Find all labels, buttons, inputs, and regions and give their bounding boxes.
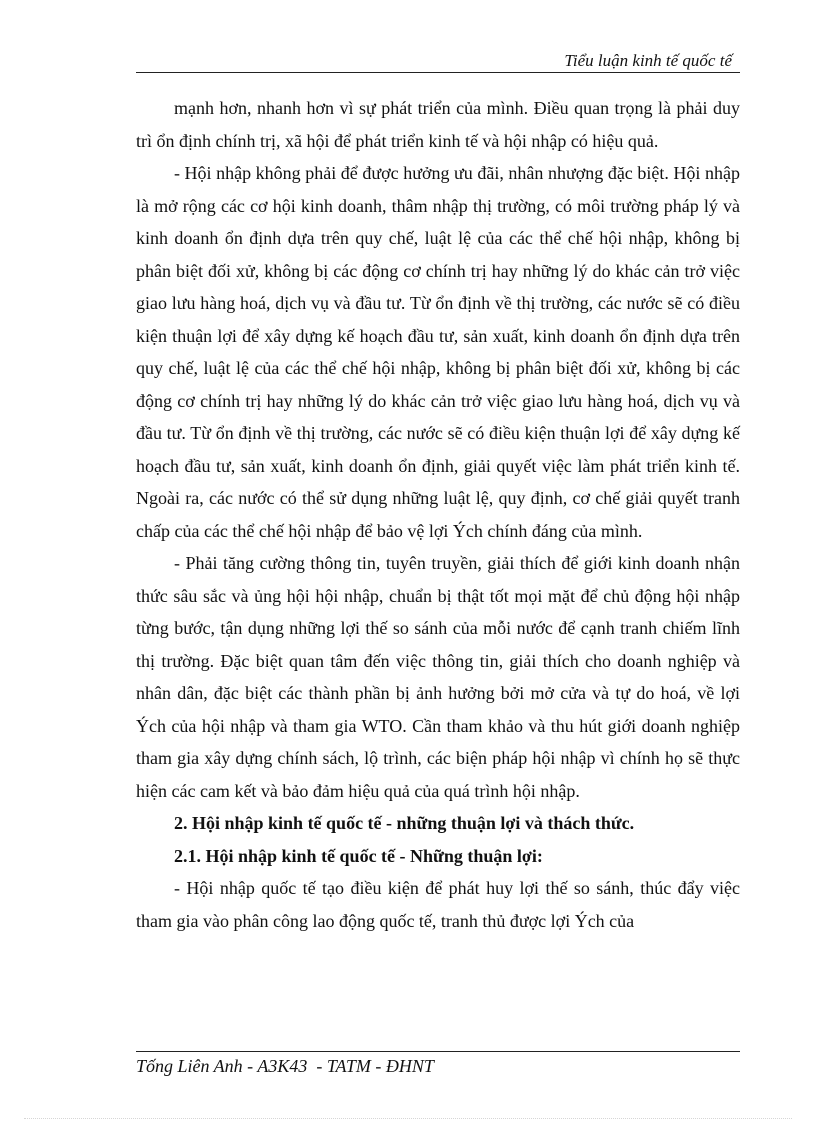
paragraph: - Hội nhập không phải để được hưởng ưu đãi, nhân nhượng đặc biệt. Hội nhập là mở rộng các cơ hội kinh doanh, thâm nhập thị trường, có môi trường pháp lý và kinh doanh ổn định dựa trên quy chế, luật lệ của các thể chế hội nhập, không bị phân biệt đối xử, không bị các động cơ chính trị hay những lý do khác cản trở việc giao lưu hàng hoá, dịch vụ và đầu tư. Từ ổn định về thị trường, các nước sẽ có điều kiện thuận lợi để xây dựng kế hoạch đầu tư, sản xuất, kinh doanh ổn định dựa trên quy chế, luật lệ của các thể chế hội nhập, không bị phân biệt đối xử, không bị các động cơ chính trị hay những lý do khác cản trở việc giao lưu hàng hoá, dịch vụ và đầu tư. Từ ổn định về thị trường, các nước sẽ có điều kiện thuận lợi để xây dựng kế hoạch đầu tư, sản xuất, kinh doanh ổn định, giải quyết việc làm phát triển kinh tế. Ngoài ra, các nước có thể sử dụng những luật lệ, quy định, cơ chế giải quyết tranh chấp của các thể chế hội nhập để bảo vệ lợi Ých chính đáng của mình. bbox=[136, 163, 740, 541]
page-footer bbox=[136, 1051, 740, 1076]
header-title: Tiểu luận kinh tế quốc tế bbox=[564, 51, 732, 70]
paragraph: - Phải tăng cường thông tin, tuyên truyền, giải thích để giới kinh doanh nhận thức sâu sắc và ủng hội hội nhập, chuẩn bị thật tốt mọi mặt để chủ động hội nhập từng bước, tận dụng những lợi thế so sánh của mỗi nước để cạnh tranh chiếm lĩnh thị trường. Đặc biệt quan tâm đến việc thông tin, giải thích cho doanh nghiệp và nhân dân, đặc biệt các thành phần bị ảnh hưởng bởi mở cửa và tự do hoá, về lợi Ých của hội nhập và tham gia WTO. Cần tham khảo và thu hút giới doanh nghiệp tham gia xây dựng chính sách, lộ trình, các biện pháp hội nhập vì chính họ sẽ thực hiện các cam kết và bảo đảm hiệu quả của quá trình hội nhập. bbox=[136, 553, 740, 801]
page-header bbox=[136, 48, 740, 73]
section-heading: 2. Hội nhập kinh tế quốc tế - những thuận lợi và thách thức. bbox=[174, 813, 635, 833]
paragraph: mạnh hơn, nhanh hơn vì sự phát triển của mình. Điều quan trọng là phải duy trì ổn định chính trị, xã hội để phát triển kinh tế và hội nhập có hiệu quả. bbox=[136, 98, 740, 151]
subsection-heading: 2.1. Hội nhập kinh tế quốc tế - Những thuận lợi: bbox=[174, 845, 543, 866]
footer-text: Tống Liên Anh - A3K43 - TATM - ĐHNT bbox=[136, 1056, 434, 1076]
document-body bbox=[136, 92, 740, 937]
page-edge-divider bbox=[24, 1118, 792, 1119]
paragraph: - Hội nhập quốc tế tạo điều kiện để phát huy lợi thế so sánh, thúc đẩy việc tham gia vào phân công lao động quốc tế, tranh thủ được lợi Ých của bbox=[136, 878, 740, 931]
